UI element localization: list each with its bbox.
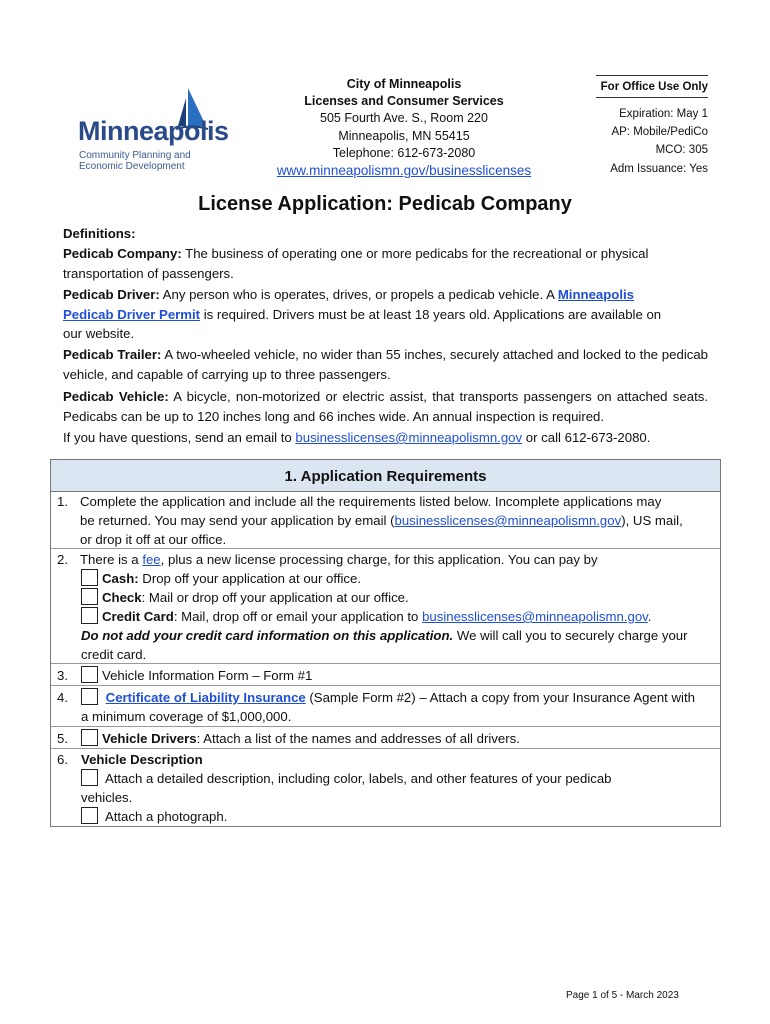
fee-link[interactable]: fee [142,552,161,567]
check-text: : Mail or drop off your application at our office. [141,590,409,605]
definition-pedicab-driver [63,285,708,344]
row2-text-b: , plus a new license processing charge, for this application. You can pay by [160,552,598,567]
row6-line3 [81,807,227,826]
trailer-definition-text: A two-wheeled vehicle, no wider than 55 inches, securely attached and locked to the pedicab vehicle, and capable of carrying up to three passengers. [63,347,709,382]
row1-line2-tail: ), US mail, [621,513,683,528]
page-title: License Application: Pedicab Company [198,193,572,215]
office-header [270,76,538,180]
logo-tagline-2: Economic Development [79,161,185,172]
definitions-label: Definitions: [63,226,136,241]
credit-card-checkbox[interactable] [81,607,98,624]
term-pedicab-trailer: Pedicab Trailer: [63,347,162,362]
row4-line1 [81,688,695,707]
cash-text: Drop off your application at our office. [138,571,362,586]
credit-card-note [81,626,688,645]
section-heading: 1. Application Requirements [51,460,720,492]
cash-option [81,569,361,588]
row6-line1 [81,769,612,788]
driver-permit-link[interactable]: Minneapolis [557,287,635,302]
requirement-row-3 [51,663,720,686]
vehicle-drivers-text: : Attach a list of the names and addresses of all drivers. [196,731,520,746]
term-pedicab-vehicle: Pedicab Vehicle: [63,389,169,404]
photograph-checkbox[interactable] [81,807,98,824]
row1-line1: Complete the application and include all the requirements listed below. Incomplete applications may [80,494,662,509]
city-state-zip: Minneapolis, MN 55415 [338,128,470,143]
street-address: 505 Fourth Ave. S., Room 220 [320,111,488,126]
row1-line2-text: be returned. You may send your application by email ( [80,513,395,528]
credit-card-email-link[interactable]: businesslicenses@minneapolismn.gov [422,609,648,624]
term-pedicab-driver: Pedicab Driver: [63,287,160,302]
detailed-description-text: Attach a detailed description, including color, labels, and other features of your pedicab [104,771,612,786]
page-footer: Page 1 of 5 - March 2023 [566,990,679,1001]
row4-text-2: a minimum coverage of $1,000,000. [81,709,292,724]
row3-content [81,666,312,685]
city-logo [78,86,229,174]
check-checkbox[interactable] [81,588,98,605]
row4-text-1: (Sample Form #2) – Attach a copy from your Insurance Agent with [305,690,695,705]
row2-text-a: There is a [80,552,143,567]
credit-card-note-text: We will call you to securely charge your [453,628,688,643]
questions-email-link[interactable]: businesslicenses@minneapolismn.gov [295,430,523,445]
cash-label: Cash: [102,571,139,586]
certificate-insurance-link[interactable]: Certificate of Liability Insurance [105,690,306,705]
logo-tagline-1: Community Planning and [79,150,191,161]
office-expiration: Expiration: May 1 [619,108,708,120]
phone-number: Telephone: 612-673-2080 [332,145,476,160]
detailed-description-text-2: vehicles. [81,790,133,805]
row-number: 5. [57,731,68,746]
office-use-title: For Office Use Only [596,75,708,98]
check-option [81,588,409,607]
definition-pedicab-vehicle [63,387,708,426]
term-pedicab-company: Pedicab Company: [63,246,182,261]
vehicle-info-form-label: Vehicle Information Form – Form #1 [102,668,313,683]
cash-checkbox[interactable] [81,569,98,586]
credit-card-option [81,607,651,626]
vehicle-definition-text: A bicycle, non-motorized or electric assist, that transports passengers on attached seats. Pedicabs can be up to 120 inches long and 66 inches wide. An annual inspection is required. [63,389,708,424]
insurance-checkbox[interactable] [81,688,98,705]
detailed-description-checkbox[interactable] [81,769,98,786]
requirement-row-1 [51,491,720,548]
office-adm-issuance: Adm Issuance: Yes [610,162,708,175]
credit-card-warning: Do not add your credit card information on this application. [81,628,454,643]
vehicle-description-label: Vehicle Description [81,752,203,767]
requirement-row-4 [51,685,720,727]
office-mco: MCO: 305 [655,144,708,157]
department-name: Licenses and Consumer Services [304,94,504,109]
logo-wordmark: Minneapolis [78,116,229,146]
row-number: 4. [57,690,68,705]
application-requirements-table [50,459,721,827]
driver-definition-text-1: Any person who is operates, drives, or propels a pedicab vehicle. A [159,287,558,302]
requirement-row-5 [51,726,720,749]
definitions-heading [63,224,708,244]
credit-card-period: . [647,609,652,624]
definition-pedicab-trailer [63,345,708,384]
city-name: City of Minneapolis [346,77,462,91]
row-number: 1. [57,494,68,509]
vehicle-info-checkbox[interactable] [81,666,98,683]
row-number: 2. [57,552,68,567]
requirement-row-6 [51,748,720,827]
website-link[interactable]: www.minneapolismn.gov/businesslicenses [276,163,532,179]
definition-pedicab-company [63,244,708,283]
questions-contact [63,428,708,448]
vehicle-drivers-label: Vehicle Drivers [102,731,197,746]
driver-definition-text-3: our website. [63,326,135,341]
credit-card-note-text-2: credit card. [81,647,147,662]
row1-line2 [80,511,683,530]
row5-content [81,729,520,748]
photograph-text: Attach a photograph. [104,809,228,824]
credit-card-text: : Mail, drop off or email your application to [173,609,423,624]
row2-line1 [80,550,598,569]
row-number: 3. [57,668,68,683]
check-label: Check [102,590,142,605]
questions-tail: or call 612-673-2080. [522,430,651,445]
questions-text: If you have questions, send an email to [63,430,296,445]
credit-card-label: Credit Card [102,609,174,624]
company-definition-text-1: The business of operating one or more pedicabs for the recreational or physical [181,246,649,261]
vehicle-drivers-checkbox[interactable] [81,729,98,746]
company-definition-text-2: transportation of passengers. [63,265,234,281]
row1-line3: or drop it off at our office. [80,532,227,547]
requirement-row-2 [51,548,720,664]
driver-definition-text-2: is required. Drivers must be at least 18 years old. Applications are available on [200,306,662,322]
row-number: 6. [57,752,68,767]
row1-email-link[interactable]: businesslicenses@minneapolismn.gov [394,513,622,528]
driver-permit-link-2[interactable]: Pedicab Driver Permit [63,306,201,322]
office-use-box [596,75,708,177]
office-ap: AP: Mobile/PediCo [611,126,708,139]
